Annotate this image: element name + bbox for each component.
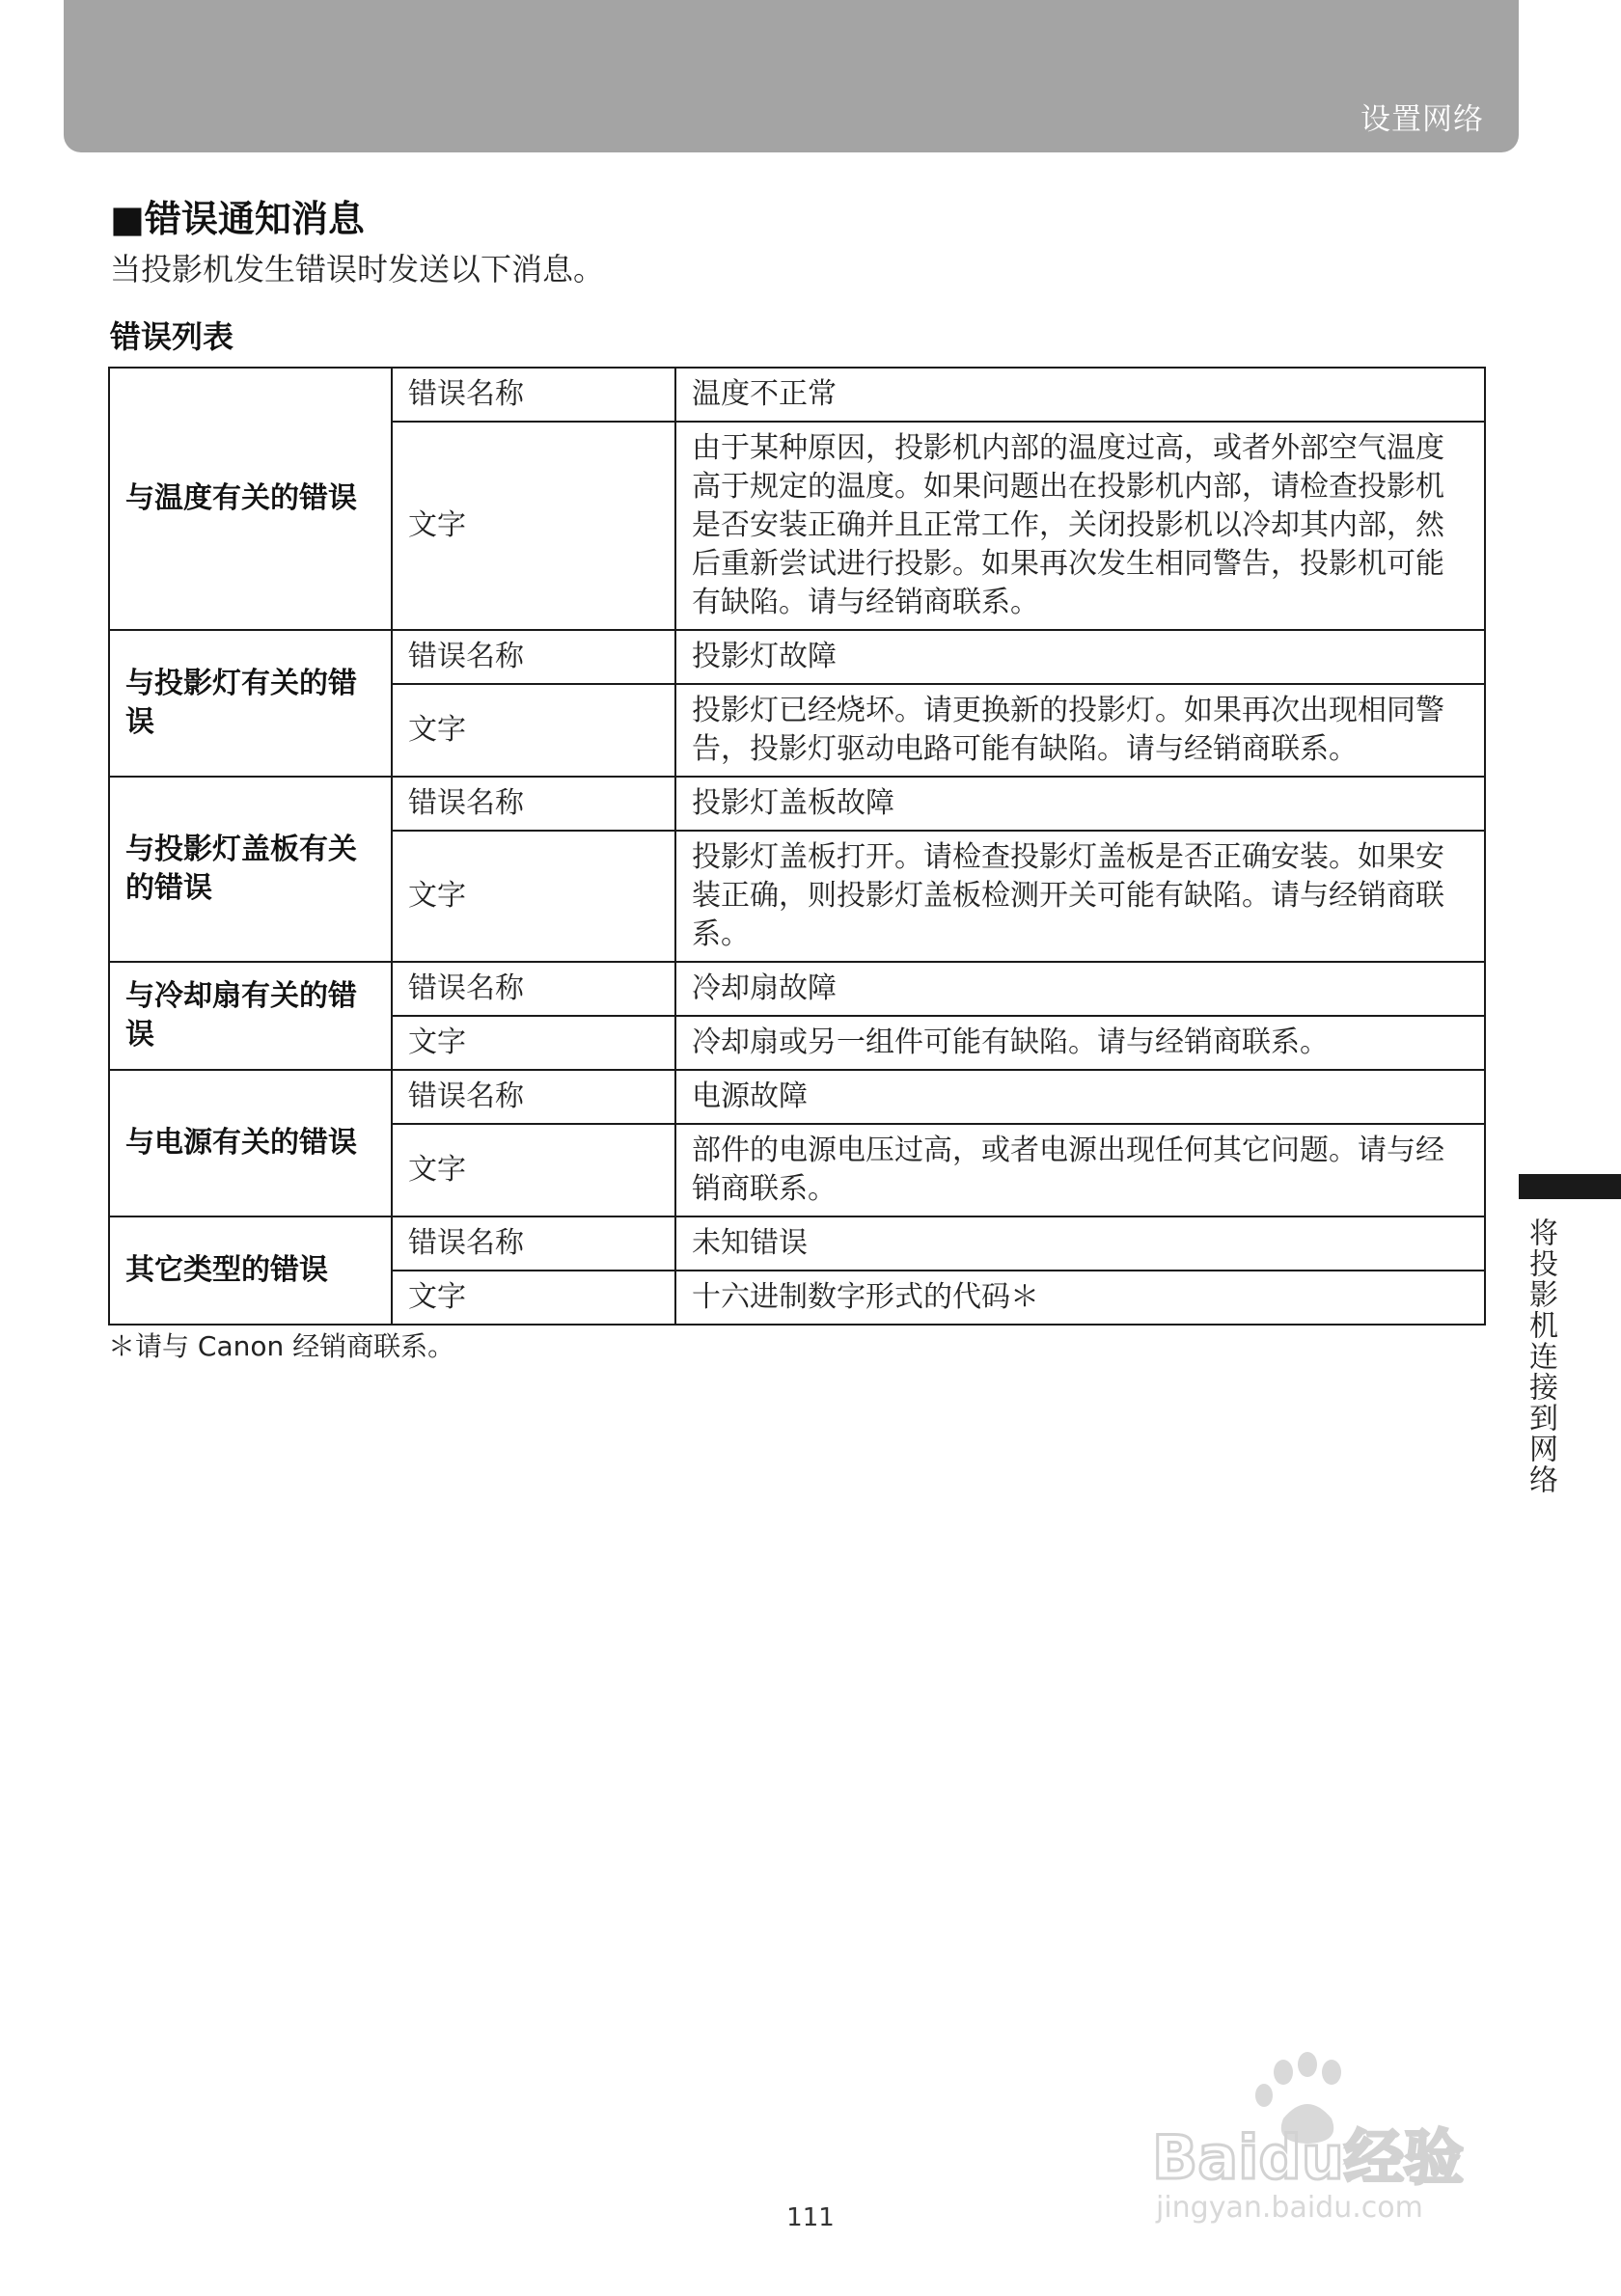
table-row <box>109 368 1485 422</box>
label-cell: 文字 <box>392 422 675 630</box>
label-cell: 错误名称 <box>392 1070 675 1124</box>
watermark-url: jingyan.baidu.com <box>1156 2191 1423 2225</box>
label-cell: 错误名称 <box>392 777 675 831</box>
footnote: ＊请与 Canon 经销商联系。 <box>108 1330 455 1362</box>
table-row <box>109 1216 1485 1271</box>
label-cell: 文字 <box>392 1271 675 1325</box>
side-tab-marker <box>1519 1174 1621 1199</box>
label-cell: 错误名称 <box>392 368 675 422</box>
value-cell: 投影灯已经烧坏。请更换新的投影灯。如果再次出现相同警告，投影灯驱动电路可能有缺陷。请与经销商联系。 <box>675 684 1485 777</box>
value-cell: 部件的电源电压过高，或者电源出现任何其它问题。请与经销商联系。 <box>675 1124 1485 1216</box>
label-cell: 文字 <box>392 1016 675 1070</box>
header-bar <box>64 0 1519 152</box>
label-cell: 错误名称 <box>392 1216 675 1271</box>
error-table <box>108 367 1486 1326</box>
value-cell: 温度不正常 <box>675 368 1485 422</box>
value-cell: 电源故障 <box>675 1070 1485 1124</box>
list-title: 错误列表 <box>110 318 234 355</box>
label-cell: 文字 <box>392 1124 675 1216</box>
page-number: 111 <box>786 2203 835 2232</box>
table-row <box>109 962 1485 1016</box>
category-cell: 与投影灯盖板有关的错误 <box>109 777 392 962</box>
table-row <box>109 630 1485 684</box>
category-cell: 与冷却扇有关的错误 <box>109 962 392 1070</box>
section-title: ■错误通知消息 <box>110 198 365 240</box>
table-row <box>109 777 1485 831</box>
value-cell: 冷却扇或另一组件可能有缺陷。请与经销商联系。 <box>675 1016 1485 1070</box>
value-cell: 投影灯故障 <box>675 630 1485 684</box>
category-cell: 与温度有关的错误 <box>109 368 392 630</box>
category-cell: 其它类型的错误 <box>109 1216 392 1325</box>
label-cell: 错误名称 <box>392 630 675 684</box>
intro-text: 当投影机发生错误时发送以下消息。 <box>110 251 605 287</box>
label-cell: 错误名称 <box>392 962 675 1016</box>
label-cell: 文字 <box>392 684 675 777</box>
category-cell: 与投影灯有关的错误 <box>109 630 392 777</box>
header-title: 设置网络 <box>1360 102 1484 137</box>
value-cell: 未知错误 <box>675 1216 1485 1271</box>
category-cell: 与电源有关的错误 <box>109 1070 392 1216</box>
value-cell: 由于某种原因，投影机内部的温度过高，或者外部空气温度高于规定的温度。如果问题出在投影机内部，请检查投影机是否安装正确并且正常工作，关闭投影机以冷却其内部，然后重新尝试进行投影。如果再次发生相同警告，投影机可能有缺陷。请与经销商联系。 <box>675 422 1485 630</box>
value-cell: 投影灯盖板打开。请检查投影灯盖板是否正确安装。如果安装正确，则投影灯盖板检测开关可能有缺陷。请与经销商联系。 <box>675 831 1485 962</box>
watermark-logo: Baidu经验 <box>1152 2122 1464 2193</box>
value-cell: 投影灯盖板故障 <box>675 777 1485 831</box>
label-cell: 文字 <box>392 831 675 962</box>
value-cell: 十六进制数字形式的代码＊ <box>675 1271 1485 1325</box>
baidu-watermark <box>1148 2051 1534 2225</box>
table-row <box>109 1070 1485 1124</box>
side-chapter-label: 将投影机连接到网络 <box>1524 1217 1557 1495</box>
value-cell: 冷却扇故障 <box>675 962 1485 1016</box>
